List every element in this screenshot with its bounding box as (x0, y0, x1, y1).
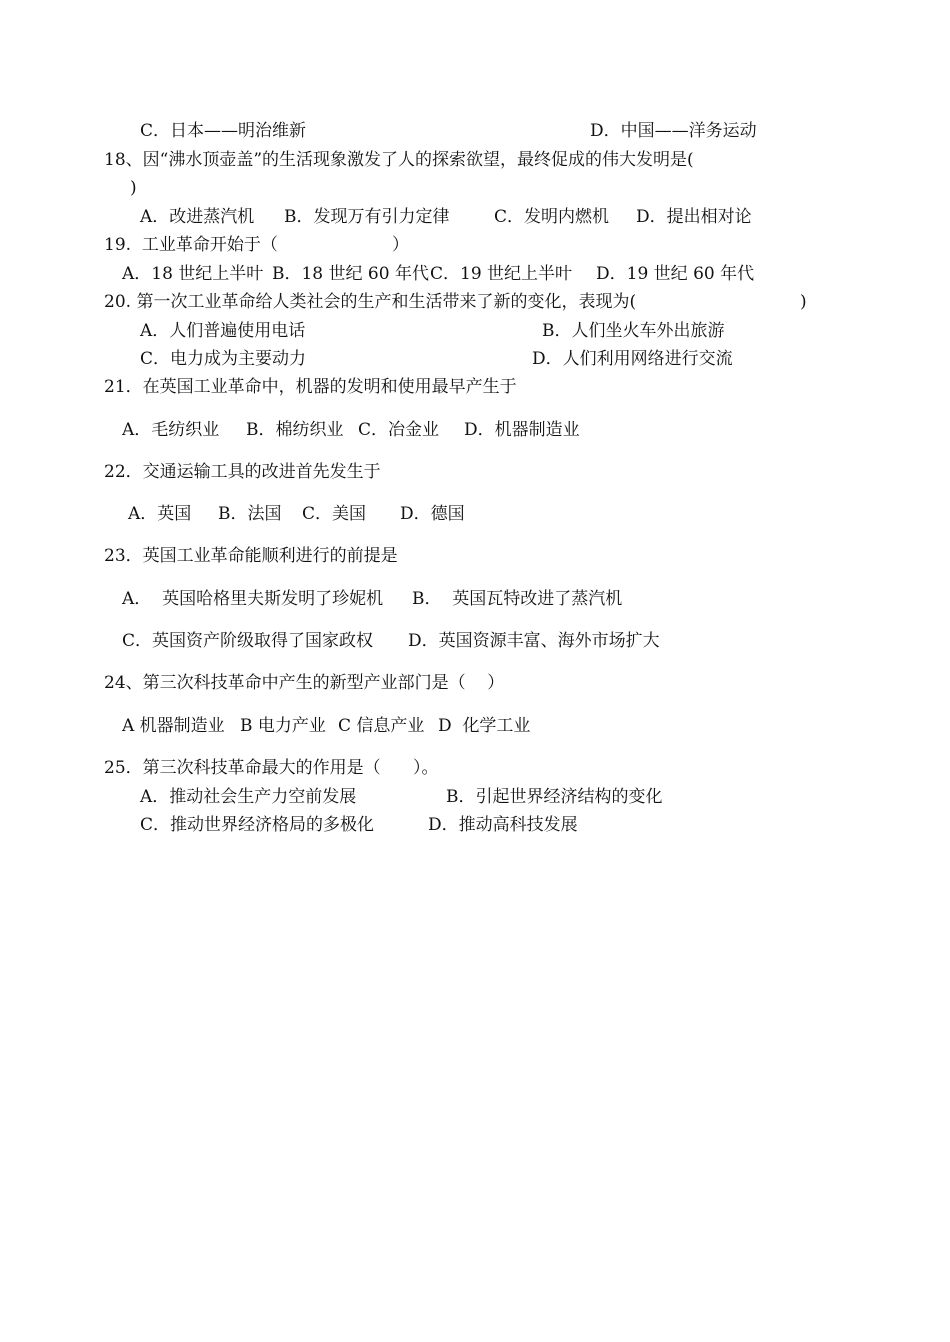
q18-stem-close: ) (130, 178, 137, 198)
q21-option-b: B．棉纺织业 (246, 420, 344, 440)
q18-stem: 18、因“沸水顶壶盖”的生活现象激发了人的探索欲望，最终促成的伟大发明是( (104, 150, 694, 170)
q22-stem: 22．交通运输工具的改进首先发生于 (104, 462, 381, 482)
q23-option-a: A． 英国哈格里夫斯发明了珍妮机 (122, 589, 384, 609)
q21-option-d: D．机器制造业 (464, 420, 580, 440)
q19-stem: 19. 工业革命开始于（ (104, 235, 278, 255)
q20-option-b: B．人们坐火车外出旅游 (542, 321, 725, 341)
q21-option-c: C．冶金业 (358, 420, 440, 440)
q17-option-d: D．中国——洋务运动 (590, 121, 757, 141)
q18-option-a: A．改进蒸汽机 (140, 207, 255, 227)
q22-option-d: D．德国 (400, 504, 465, 524)
q25-option-d: D．推动高科技发展 (428, 815, 578, 835)
q24-option-b: B 电力产业 (240, 716, 326, 736)
q23-stem: 23．英国工业革命能顺利进行的前提是 (104, 546, 398, 566)
q18-option-c: C．发明内燃机 (494, 207, 610, 227)
q24-option-a: A 机器制造业 (122, 716, 225, 736)
q20-stem-close: ) (800, 292, 807, 312)
q20-stem: 20. 第一次工业革命给人类社会的生产和生活带来了新的变化，表现为( (104, 292, 637, 312)
q25-option-a: A．推动社会生产力空前发展 (140, 787, 357, 807)
q21-stem: 21．在英国工业革命中，机器的发明和使用最早产生于 (104, 377, 517, 397)
q22-option-a: A．英国 (128, 504, 192, 524)
q21-option-a: A．毛纺织业 (122, 420, 220, 440)
q19-stem-close: ） (392, 235, 409, 255)
q24-option-d: D 化学工业 (438, 716, 531, 736)
q20-option-c: C．电力成为主要动力 (140, 349, 307, 369)
q25-stem: 25．第三次科技革命最大的作用是（ ）。 (104, 758, 439, 778)
q18-option-b: B．发现万有引力定律 (284, 207, 450, 227)
q23-option-c: C．英国资产阶级取得了国家政权 (122, 631, 374, 651)
q24-stem: 24、第三次科技革命中产生的新型产业部门是（ ） (104, 673, 505, 693)
q19-option-a: A．18 世纪上半叶 (122, 264, 264, 284)
q18-option-d: D．提出相对论 (636, 207, 752, 227)
q19-option-c: C．19 世纪上半叶 (430, 264, 573, 284)
q20-option-d: D．人们利用网络进行交流 (532, 349, 733, 369)
q23-option-d: D．英国资源丰富、海外市场扩大 (408, 631, 660, 651)
q19-option-b: B．18 世纪 60 年代 (272, 264, 429, 284)
q24-option-c: C 信息产业 (338, 716, 425, 736)
q25-option-b: B．引起世界经济结构的变化 (446, 787, 663, 807)
q17-option-c: C．日本——明治维新 (140, 121, 307, 141)
q20-option-a: A．人们普遍使用电话 (140, 321, 306, 341)
q23-option-b: B． 英国瓦特改进了蒸汽机 (412, 589, 623, 609)
q22-option-c: C．美国 (302, 504, 367, 524)
q25-option-c: C．推动世界经济格局的多极化 (140, 815, 375, 835)
q22-option-b: B．法国 (218, 504, 282, 524)
q19-option-d: D．19 世纪 60 年代 (596, 264, 755, 284)
